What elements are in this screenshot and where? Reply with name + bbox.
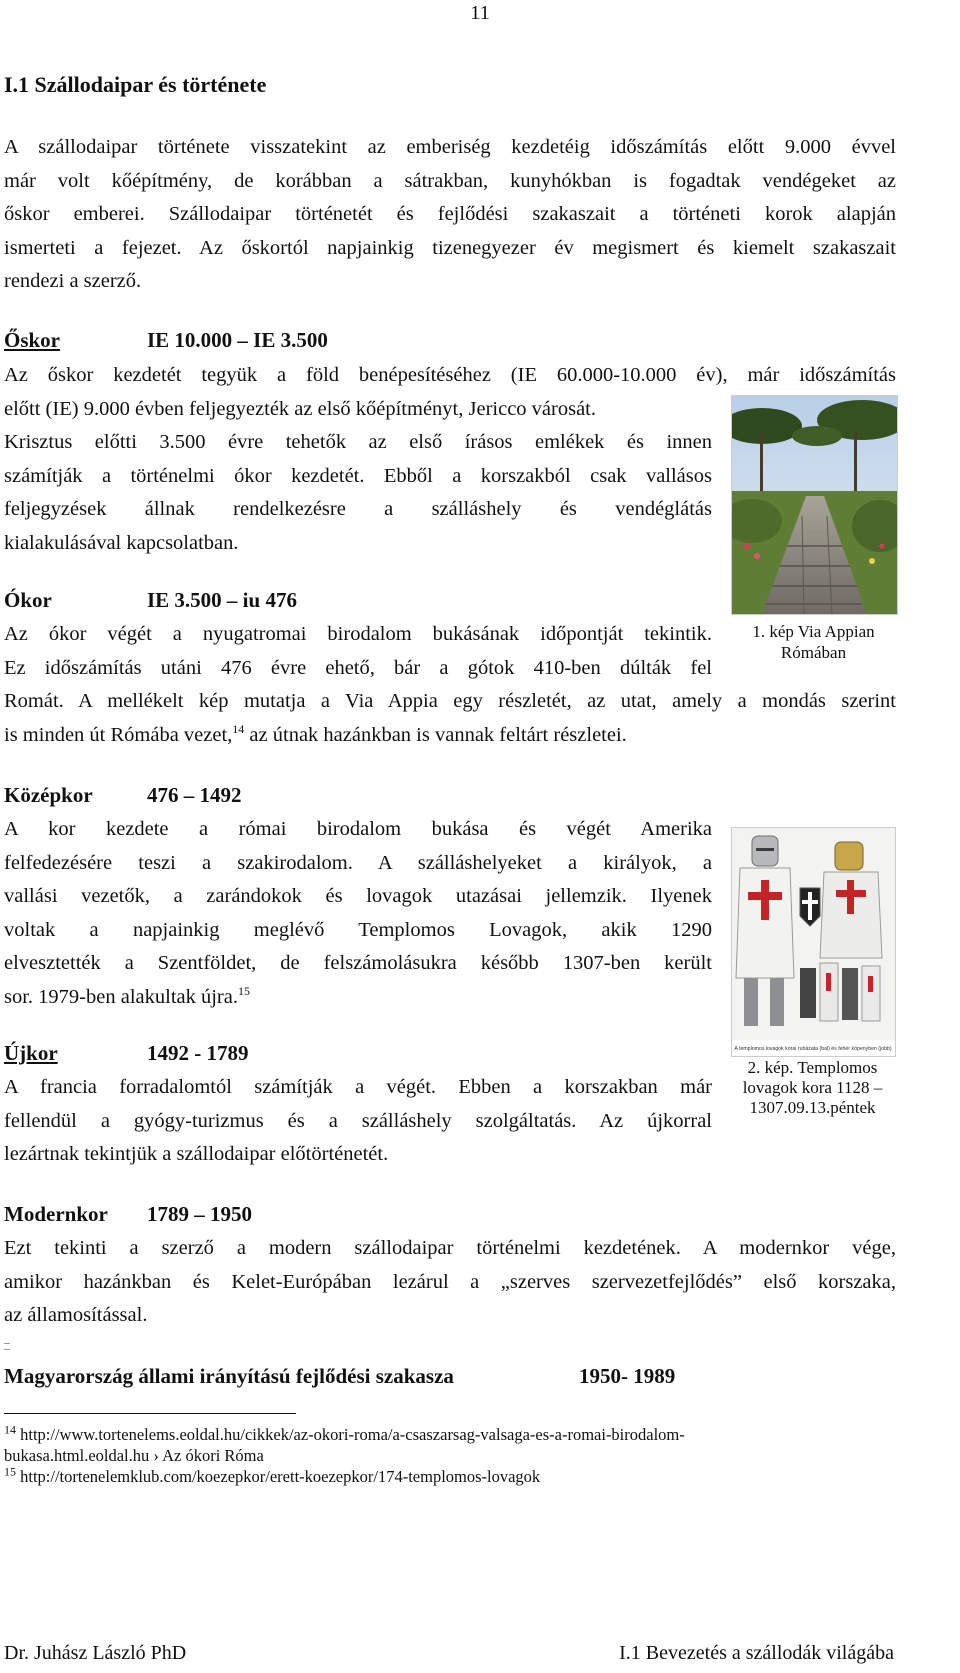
intro-line: A szállodaipar története visszatekint az emberiség kezdetéig időszámítás előtt 9.000 évvel — [4, 136, 896, 158]
via-appia-photo — [731, 395, 898, 615]
section-title: I.1 Szállodaipar és története — [4, 72, 267, 97]
footnote-14-cont[interactable]: bukasa.html.eoldal.hu › Az ókori Róma — [4, 1446, 264, 1465]
footer-author: Dr. Juhász László PhD — [4, 1642, 187, 1664]
figure1-caption-line: Rómában — [780, 643, 847, 662]
kozepkor-line: A kor kezdete a római birodalom bukása és végét Amerika — [4, 818, 712, 840]
footnote-15-url[interactable]: http://tortenelemklub.com/koezepkor/erett-koezepkor/174-templomos-lovagok — [20, 1467, 541, 1486]
figure2-caption — [731, 1058, 894, 1118]
kozepkor-text: sor. 1979-ben alakultak újra. — [4, 985, 238, 1008]
footer-chapter: I.1 Bevezetés a szállodák világába — [619, 1642, 894, 1664]
kozepkor-heading — [4, 783, 242, 808]
allami-name: Magyarország állami irányítású fejlődési szakasza — [4, 1364, 454, 1388]
modernkor-heading — [4, 1202, 252, 1227]
figure2-caption-line: 2. kép. Templomos — [747, 1058, 878, 1077]
modernkor-line: Ezt tekinti a szerző a modern szállodaipar történelmi kezdetének. A modernkor vége, — [4, 1237, 896, 1259]
kozepkor-line: elvesztették a Szentföldet, de felszámolásukra később 1307-ben került — [4, 952, 712, 974]
intro-paragraph — [4, 131, 896, 299]
figure2-caption-line: lovagok kora 1128 – — [742, 1078, 883, 1097]
intro-line: rendezi a szerző. — [4, 270, 142, 292]
figure2-caption-line: 1307.09.13.péntek — [749, 1098, 876, 1117]
okor-heading — [4, 588, 297, 613]
templar-knights-illustration — [732, 828, 895, 1056]
footnote-ref-15[interactable]: 15 — [237, 983, 250, 998]
oskor-line: kialakulásával kapcsolatban. — [4, 531, 239, 554]
okor-line-last — [4, 719, 896, 753]
anchor-mark — [4, 1343, 10, 1350]
footnote-separator — [4, 1413, 296, 1414]
figure1-caption-line: 1. kép Via Appian — [752, 622, 875, 641]
ujkor-line: A francia forradalomtól számítják a végét. Ebben a korszakban már — [4, 1076, 712, 1098]
via-appia-illustration — [732, 396, 897, 614]
okor-name: Ókor — [4, 588, 52, 612]
kozepkor-line: felfedezésére teszi a szakirodalom. A szálláshelyeket a királyok, a — [4, 851, 712, 874]
oskor-line: feljegyzések állnak rendelkezésre a szálláshely és vendéglátás — [4, 498, 712, 520]
page-number: 11 — [470, 2, 490, 24]
templar-inner-caption: A templomos lovagok korai ruházata (bal) és fehér köpenyben (jobb) — [734, 1046, 892, 1052]
okor-range: IE 3.500 – iu 476 — [147, 588, 297, 612]
okor-line: Az ókor végét a nyugatromai birodalom bukásának időpontját tekintik. — [4, 623, 712, 645]
footnote-14-url[interactable]: http://www.tortenelems.eoldal.hu/cikkek/az-okori-roma/a-csaszarsag-valsaga-es-a-romai-birodalom- — [20, 1425, 685, 1444]
footnote-15 — [4, 1466, 896, 1487]
ujkor-name: Újkor — [4, 1041, 58, 1065]
footnote-number: 14 — [4, 1422, 16, 1437]
kozepkor-paragraph — [4, 813, 712, 1014]
intro-line: őskor emberei. Szállodaipar történetét és fejlődési szakaszait a történeti korok alapján — [4, 203, 896, 225]
oskor-heading — [4, 328, 328, 353]
oskor-line: Krisztus előtti 3.500 évre tehetők az első írásos emlékek és innen — [4, 431, 712, 453]
okor-text: az útnak hazánkban is vannak feltárt részletei. — [244, 723, 627, 746]
kozepkor-line: voltak a napjainkig meglévő Templomos Lovagok, akik 1290 — [4, 918, 712, 941]
footnote-14 — [4, 1424, 896, 1445]
footnote-number: 15 — [4, 1464, 16, 1479]
intro-line: már volt kőépítmény, de korábban a sátrakban, kunyhókban is fogadtak vendégeket az — [4, 169, 896, 192]
oskor-range: IE 10.000 – IE 3.500 — [147, 328, 328, 352]
kozepkor-range: 476 – 1492 — [147, 783, 242, 807]
kozepkor-line: vallási vezetők, a zarándokok és lovagok utazásai jellemzik. Ilyenek — [4, 885, 712, 907]
intro-line: ismerteti a fejezet. Az őskortól napjainkig tizenegyezer év megismert és kiemelt szakaszait — [4, 236, 896, 259]
ujkor-line: fellendül a gyógy-turizmus és a szálláshely szolgáltatás. Az újkorral — [4, 1109, 712, 1132]
modernkor-line: amikor hazánkban és Kelet-Európában lezárul a „szerves szervezetfejlődés” első korszaka, — [4, 1270, 896, 1293]
oskor-line: Az őskor kezdetét tegyük a föld benépesítéséhez (IE 60.000-10.000 év), már időszámítás — [4, 364, 896, 386]
modernkor-range: 1789 – 1950 — [147, 1202, 252, 1226]
templar-knights-photo — [731, 827, 896, 1057]
oskor-line: számítják a történelmi ókor kezdetét. Ebből a korszakból csak vallásos — [4, 464, 712, 487]
modernkor-name: Modernkor — [4, 1202, 108, 1226]
oskor-name: Őskor — [4, 328, 61, 352]
okor-text: is minden út Rómába vezet, — [4, 723, 233, 746]
modernkor-paragraph — [4, 1232, 896, 1333]
ujkor-heading — [4, 1041, 249, 1066]
ujkor-paragraph — [4, 1071, 712, 1172]
kozepkor-name: Középkor — [4, 783, 93, 807]
oskor-line: előtt (IE) 9.000 évben feljegyezték az első kőépítményt, Jericco városát. — [4, 397, 596, 420]
ujkor-range: 1492 - 1789 — [147, 1041, 249, 1065]
modernkor-line: az államosítással. — [4, 1304, 148, 1326]
allami-heading — [4, 1364, 676, 1389]
okor-paragraph — [4, 618, 896, 752]
okor-line: Romát. A mellékelt kép mutatja a Via Appia egy részletét, az utat, amely a mondás szerint — [4, 690, 896, 712]
footnotes — [4, 1424, 896, 1487]
okor-line: Ez időszámítás utáni 476 évre ehető, bár a gótok 410-ben dúlták fel — [4, 656, 712, 679]
kozepkor-line-last — [4, 981, 712, 1015]
footnote-ref-14[interactable]: 14 — [232, 721, 245, 736]
allami-range: 1950- 1989 — [579, 1364, 676, 1388]
ujkor-line: lezártnak tekintjük a szállodaipar előtörténetét. — [4, 1143, 389, 1165]
